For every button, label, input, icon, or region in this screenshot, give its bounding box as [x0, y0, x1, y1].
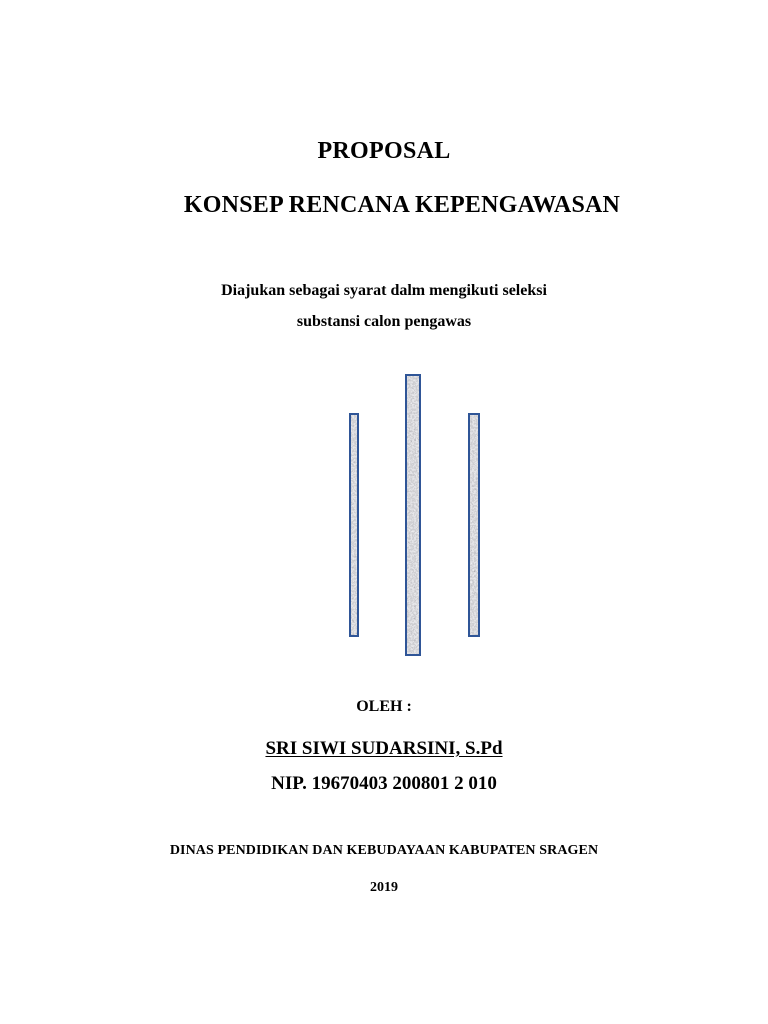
document-year: 2019: [370, 880, 398, 895]
by-label: OLEH :: [356, 698, 412, 715]
author-name: SRI SIWI SUDARSINI, S.Pd: [265, 738, 503, 759]
document-title: PROPOSAL: [317, 138, 451, 164]
purpose-line-2: substansi calon pengawas: [296, 313, 472, 330]
pillar-center: [406, 375, 420, 655]
purpose-line-1: Diajukan sebagai syarat dalm mengikuti seleksi: [221, 282, 547, 299]
document-subtitle: KONSEP RENCANA KEPENGAWASAN: [183, 192, 621, 218]
author-nip: NIP. 19670403 200801 2 010: [271, 773, 497, 794]
agency-name: DINAS PENDIDIKAN DAN KEBUDAYAAN KABUPATEN SRAGEN: [169, 843, 599, 858]
pillar-left: [350, 414, 358, 636]
pillar-right: [469, 414, 479, 636]
